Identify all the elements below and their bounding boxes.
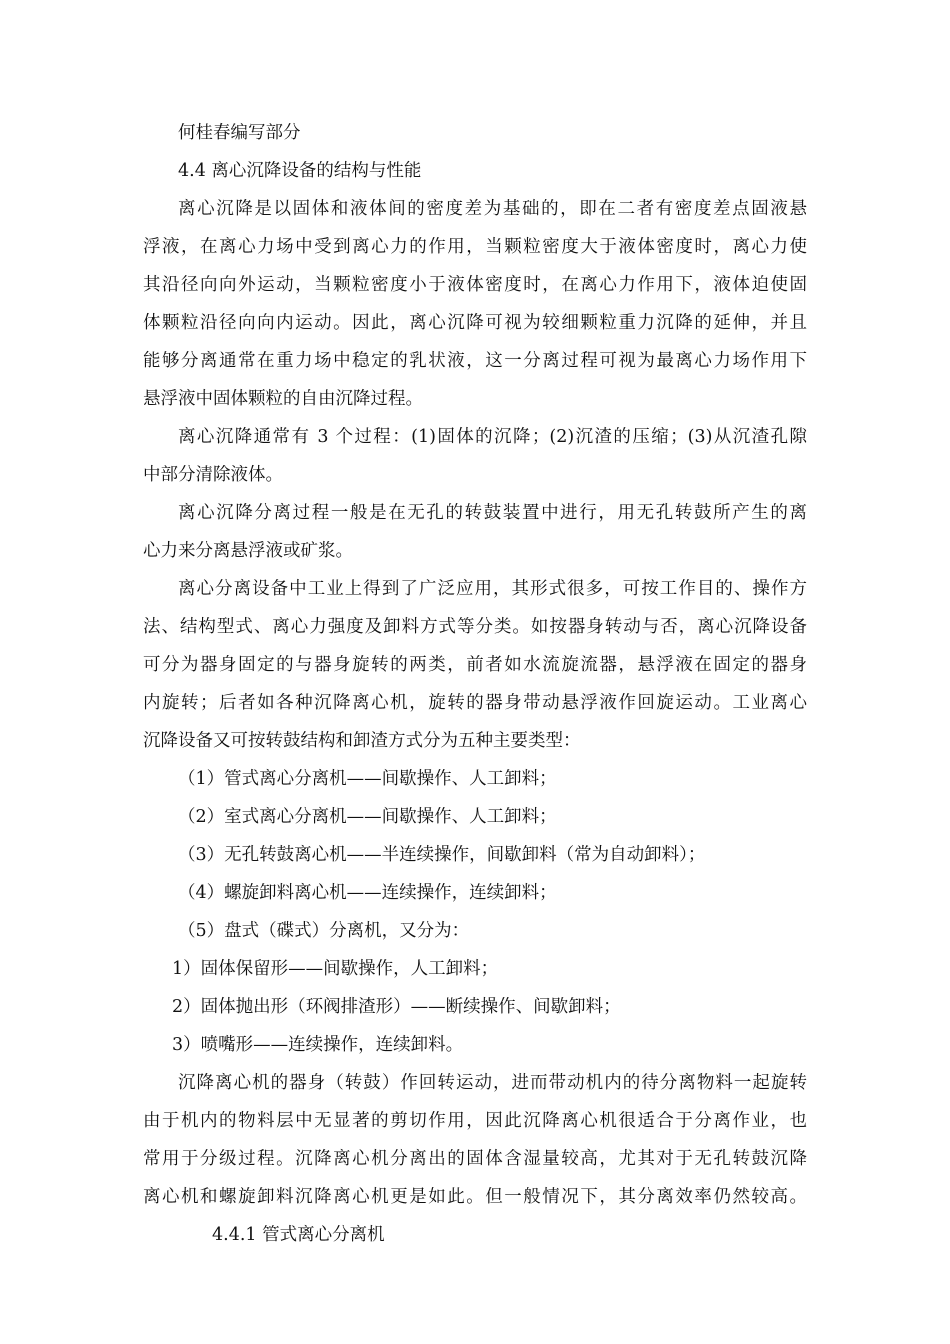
paragraph-line: 中部分清除液体。 bbox=[143, 465, 283, 485]
list-item: （4）螺旋卸料离心机——连续操作，连续卸料； bbox=[178, 883, 557, 903]
paragraph-line: 能够分离通常在重力场中稳定的乳状液，这一分离过程可视为最离心力场作用下 bbox=[143, 351, 807, 371]
paragraph-line: 沉降设备又可按转鼓结构和卸渣方式分为五种主要类型： bbox=[143, 731, 581, 751]
paragraph-line: 离心分离设备中工业上得到了广泛应用，其形式很多，可按工作目的、操作方 bbox=[178, 579, 807, 599]
list-item: （3）无孔转鼓离心机——半连续操作，间歇卸料（常为自动卸料）； bbox=[178, 845, 706, 865]
list-item: （1）管式离心分离机——间歇操作、人工卸料； bbox=[178, 769, 557, 789]
subsection-title: 4.4.1 管式离心分离机 bbox=[212, 1225, 385, 1245]
paragraph-line: 法、结构型式、离心力强度及卸料方式等分类。如按器身转动与否，离心沉降设备 bbox=[143, 617, 807, 637]
list-item: 3）喷嘴形——连续操作，连续卸料。 bbox=[172, 1035, 464, 1055]
paragraph-line: 沉降离心机的器身（转鼓）作回转运动，进而带动机内的待分离物料一起旋转 bbox=[178, 1073, 807, 1093]
paragraph-line: 浮液，在离心力场中受到离心力的作用，当颗粒密度大于液体密度时，离心力使 bbox=[143, 237, 807, 257]
paragraph-line: 由于机内的物料层中无显著的剪切作用，因此沉降离心机很适合于分离作业，也 bbox=[143, 1111, 807, 1131]
list-item: （5）盘式（碟式）分离机，又分为： bbox=[178, 921, 470, 941]
author-line: 何桂春编写部分 bbox=[178, 123, 301, 143]
paragraph-line: 悬浮液中固体颗粒的自由沉降过程。 bbox=[143, 389, 423, 409]
list-item: 1）固体保留形——间歇操作，人工卸料； bbox=[172, 959, 499, 979]
paragraph-line: 其沿径向向外运动，当颗粒密度小于液体密度时，在离心力作用下，液体迫使固 bbox=[143, 275, 807, 295]
paragraph-line: 体颗粒沿径向向内运动。因此，离心沉降可视为较细颗粒重力沉降的延伸，并且 bbox=[143, 313, 807, 333]
paragraph-line: 可分为器身固定的与器身旋转的两类，前者如水流旋流器，悬浮液在固定的器身 bbox=[143, 655, 807, 675]
paragraph-line: 离心沉降分离过程一般是在无孔的转鼓装置中进行，用无孔转鼓所产生的离 bbox=[178, 503, 807, 523]
paragraph-line: 离心机和螺旋卸料沉降离心机更是如此。但一般情况下，其分离效率仍然较高。 bbox=[143, 1187, 807, 1207]
paragraph-line: 内旋转；后者如各种沉降离心机，旋转的器身带动悬浮液作回旋运动。工业离心 bbox=[143, 693, 807, 713]
list-item: （2）室式离心分离机——间歇操作、人工卸料； bbox=[178, 807, 557, 827]
paragraph-line: 离心沉降通常有 3 个过程：(1)固体的沉降；(2)沉渣的压缩；(3)从沉渣孔隙 bbox=[178, 427, 807, 447]
section-title: 4.4 离心沉降设备的结构与性能 bbox=[178, 161, 422, 181]
list-item: 2）固体抛出形（环阀排渣形）——断续操作、间歇卸料； bbox=[172, 997, 621, 1017]
paragraph-line: 常用于分级过程。沉降离心机分离出的固体含湿量较高，尤其对于无孔转鼓沉降 bbox=[143, 1149, 807, 1169]
paragraph-line: 离心沉降是以固体和液体间的密度差为基础的，即在二者有密度差点固液悬 bbox=[178, 199, 807, 219]
paragraph-line: 心力来分离悬浮液或矿浆。 bbox=[143, 541, 353, 561]
